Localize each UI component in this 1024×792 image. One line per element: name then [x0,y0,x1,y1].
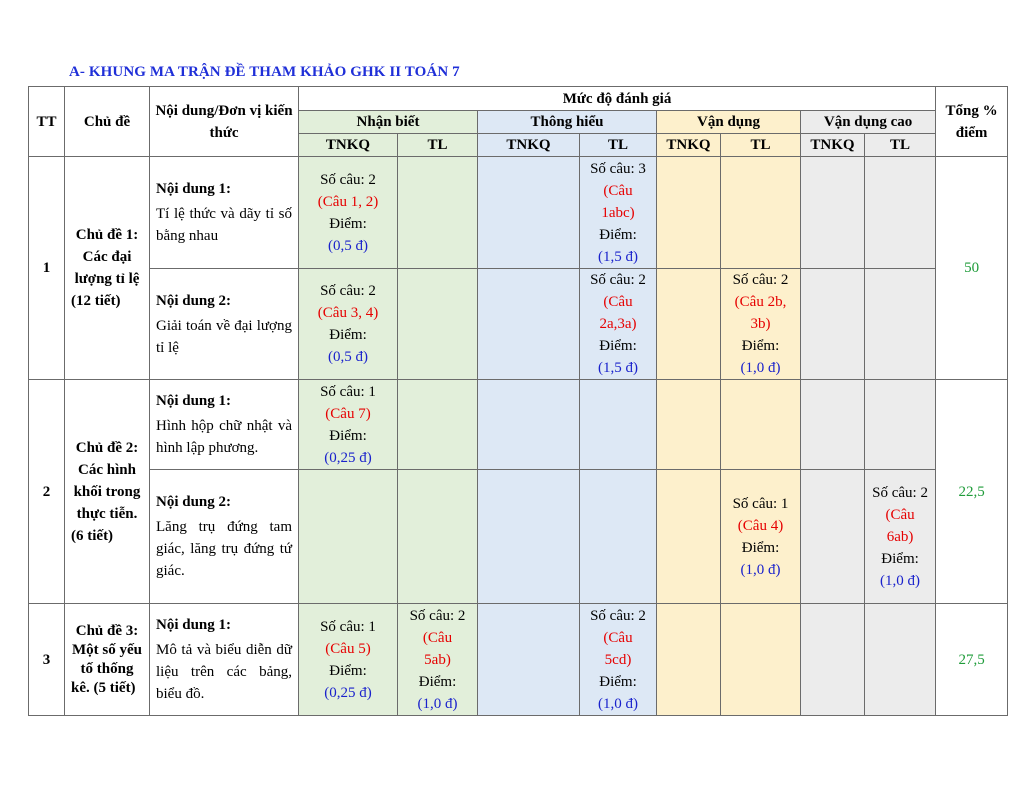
question-count: Số câu: 3 [590,160,646,177]
points-label: Điểm: [329,327,367,343]
content-cell [150,604,299,716]
question-ids: (Câu 4) [737,517,784,534]
nb-tnkq-cell [299,380,398,470]
points-label: Điểm: [881,550,919,567]
points-value: (0,5 đ) [328,349,368,365]
topic-number: 2 [29,380,65,604]
question-count: Số câu: 1 [320,618,376,635]
points-label: Điểm: [741,338,780,354]
question-ids: (Câu 6ab) [885,506,915,545]
header-chu-de: Chủ đề [65,87,150,157]
points-value: (0,25 đ) [324,449,372,466]
vd-tl-cell [721,269,801,380]
question-count: Số câu: 2 [320,283,376,299]
points-label: Điểm: [599,226,637,243]
content-cell [150,470,299,604]
vd-tnkq-cell [657,157,721,269]
question-count: Số câu: 1 [320,383,376,400]
points-value: (1,0 đ) [740,561,781,578]
topic-number: 3 [29,604,65,716]
content-text: Hình hộp chữ nhật và hình lập phương. [156,418,292,456]
header-muc-do: Mức độ đánh giá [299,87,936,111]
points-value: (1,0 đ) [740,360,781,376]
points-value: (1,0 đ) [880,572,921,589]
topic-total: 27,5 [936,604,1008,716]
header-th-tnkq: TNKQ [478,134,580,157]
vdc-tnkq-cell [801,470,865,604]
question-ids: (Câu 7) [325,405,371,422]
vd-tl-cell [721,604,801,716]
vd-tnkq-cell [657,470,721,604]
vdc-tnkq-cell [801,380,865,470]
table-row [29,157,1008,269]
content-text: Mô tả và biểu diễn dữ liệu trên các bảng, biểu đồ. [156,642,292,702]
topic-total: 22,5 [936,380,1008,604]
table-row [29,269,1008,380]
header-nhan-biet: Nhận biết [299,111,478,134]
points-label: Điểm: [329,215,367,232]
header-tt: TT [29,87,65,157]
header-vd-tl: TL [721,134,801,157]
vd-tnkq-cell [657,269,721,380]
th-tl-cell [580,157,657,269]
header-vdc-tl: TL [865,134,936,157]
content-title: Nội dung 2: [156,292,232,309]
th-tnkq-cell [478,269,580,380]
nb-tl-cell [398,269,478,380]
vd-tl-cell [721,380,801,470]
header-th-tl: TL [580,134,657,157]
nb-tl-cell [398,470,478,604]
question-count: Số câu: 2 [409,607,466,624]
points-label: Điểm: [741,539,780,556]
topic-name: Chủ đề 1: Các đại lượng tỉ lệ (12 tiết) [65,157,150,380]
points-value: (1,5 đ) [598,360,638,376]
question-count: Số câu: 2 [732,272,789,288]
topic-name: Chủ đề 3: Một số yếu tố thống kê. (5 tiết) [65,604,150,716]
header-van-dung: Vận dụng [657,111,801,134]
content-cell [150,269,299,380]
nb-tl-cell [398,604,478,716]
topic-number: 1 [29,157,65,380]
question-count: Số câu: 1 [732,495,789,512]
th-tl-cell [580,269,657,380]
points-label: Điểm: [329,662,367,679]
vdc-tl-cell [865,157,936,269]
header-nb-tl: TL [398,134,478,157]
table-row [29,470,1008,604]
assessment-matrix-table [28,86,1008,716]
question-ids: (Câu 3, 4) [317,305,379,321]
content-text: Giải toán về đại lượng tỉ lệ [156,317,292,356]
question-count: Số câu: 2 [590,607,646,624]
points-value: (0,25 đ) [324,684,372,701]
vdc-tnkq-cell [801,604,865,716]
th-tnkq-cell [478,157,580,269]
content-title: Nội dung 1: [156,617,232,633]
content-title: Nội dung 1: [156,181,232,197]
th-tnkq-cell [478,470,580,604]
vdc-tnkq-cell [801,269,865,380]
header-noi-dung: Nội dung/Đơn vị kiến thức [150,87,299,157]
vd-tl-cell [721,157,801,269]
vdc-tl-cell [865,470,936,604]
nb-tnkq-cell [299,470,398,604]
content-cell [150,157,299,269]
vd-tnkq-cell [657,380,721,470]
page-title: A- KHUNG MA TRẬN ĐỀ THAM KHẢO GHK II TOÁN 7 [69,64,460,80]
header-vdc-tnkq: TNKQ [801,134,865,157]
question-ids: (Câu 2a,3a) [599,294,637,332]
points-label: Điểm: [599,338,637,354]
th-tnkq-cell [478,604,580,716]
header-nb-tnkq: TNKQ [299,134,398,157]
topic-name: Chủ đề 2: Các hình khối trong thực tiễn. (6 tiết) [65,380,150,604]
vdc-tnkq-cell [801,157,865,269]
vdc-tl-cell [865,604,936,716]
points-label: Điểm: [418,673,457,690]
nb-tnkq-cell [299,157,398,269]
th-tnkq-cell [478,380,580,470]
vd-tnkq-cell [657,604,721,716]
content-text: Lăng trụ đứng tam giác, lăng trụ đứng tứ giác. [156,519,292,579]
question-ids: (Câu 5) [325,640,371,657]
content-title: Nội dung 1: [156,393,232,409]
table-row [29,380,1008,470]
vd-tl-cell [721,470,801,604]
question-ids: (Câu 1, 2) [317,193,379,210]
question-ids: (Câu 5ab) [422,629,453,668]
th-tl-cell [580,604,657,716]
th-tl-cell [580,470,657,604]
nb-tl-cell [398,157,478,269]
question-count: Số câu: 2 [590,272,646,288]
header-thong-hieu: Thông hiểu [478,111,657,134]
header-van-dung-cao: Vận dụng cao [801,111,936,134]
vdc-tl-cell [865,269,936,380]
nb-tnkq-cell [299,604,398,716]
question-count: Số câu: 2 [320,171,376,188]
points-value: (1,0 đ) [417,695,458,712]
vdc-tl-cell [865,380,936,470]
points-value: (1,0 đ) [598,695,638,712]
points-label: Điểm: [599,673,637,690]
nb-tl-cell [398,380,478,470]
points-label: Điểm: [329,427,367,444]
content-cell [150,380,299,470]
th-tl-cell [580,380,657,470]
table-row [29,604,1008,716]
question-ids: (Câu 1abc) [601,182,635,221]
points-value: (0,5 đ) [328,237,368,254]
topic-total: 50 [936,157,1008,380]
points-value: (1,5 đ) [598,248,638,265]
question-ids: (Câu 5cd) [603,629,633,668]
header-tong: Tổng % điểm [936,87,1008,157]
header-vd-tnkq: TNKQ [657,134,721,157]
question-count: Số câu: 2 [872,484,928,501]
nb-tnkq-cell [299,269,398,380]
content-title: Nội dung 2: [156,494,232,510]
question-ids: (Câu 2b, 3b) [734,294,787,332]
content-text: Tí lệ thức và dãy tỉ số bằng nhau [156,206,292,244]
